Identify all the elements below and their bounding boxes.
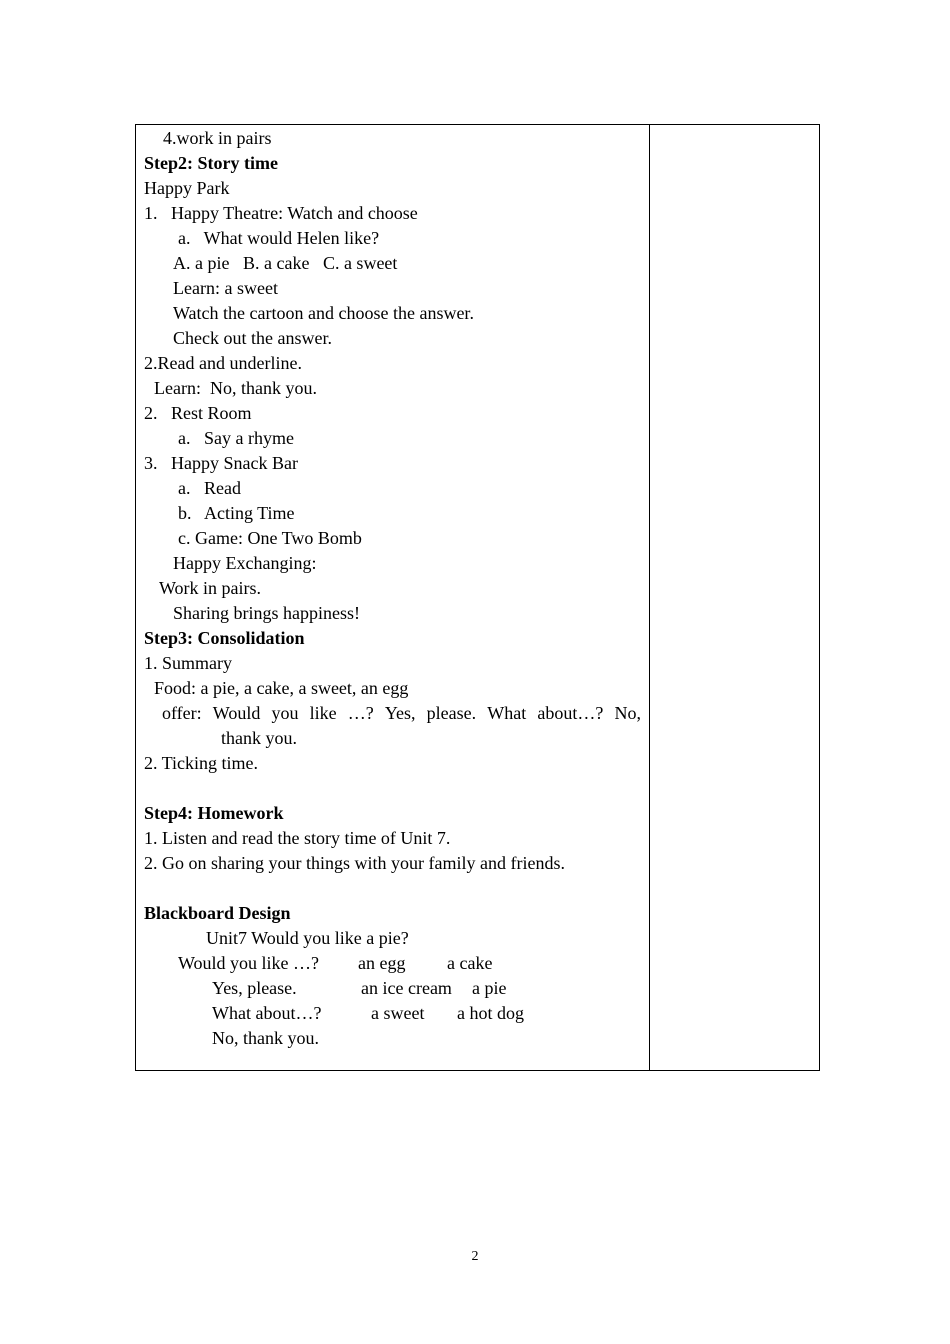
word: you	[271, 703, 299, 723]
blackboard-text: an ice cream	[361, 978, 452, 998]
blackboard-text: a sweet	[371, 1003, 425, 1023]
blackboard-title: Unit7 Would you like a pie?	[206, 928, 409, 948]
list-item: 1. Happy Theatre: Watch and choose	[144, 203, 418, 223]
word: please.	[426, 703, 477, 723]
word: offer:	[162, 703, 202, 723]
blackboard-text: an egg	[358, 953, 406, 973]
text-line: Food: a pie, a cake, a sweet, an egg	[154, 678, 409, 698]
word: …?	[347, 703, 374, 723]
step-heading: Step4: Homework	[144, 803, 284, 823]
word: like	[309, 703, 337, 723]
sub-item: b. Acting Time	[178, 503, 295, 523]
list-item: 3. Happy Snack Bar	[144, 453, 298, 473]
lesson-plan-table	[135, 124, 820, 1071]
step-item: 4.work in pairs	[163, 128, 272, 148]
list-item: 2. Rest Room	[144, 403, 252, 423]
word: Yes,	[384, 703, 416, 723]
blackboard-text: No, thank you.	[212, 1028, 319, 1048]
list-item: 2. Go on sharing your things with your family and friends.	[144, 853, 565, 873]
text-line: Work in pairs.	[159, 578, 262, 598]
justified-line	[162, 702, 641, 724]
word: Would	[212, 703, 261, 723]
word: What	[487, 703, 527, 723]
list-item: 2.Read and underline.	[144, 353, 302, 373]
section-title: Happy Park	[144, 178, 230, 198]
page-number: 2	[471, 1249, 479, 1264]
blackboard-text: Would you like …?	[178, 953, 320, 973]
column-divider	[649, 125, 650, 1070]
step-heading: Step2: Story time	[144, 153, 278, 173]
text-line: Watch the cartoon and choose the answer.	[173, 303, 474, 323]
text-line: Happy Exchanging:	[173, 553, 317, 573]
list-item: 1. Listen and read the story time of Unit 7.	[144, 828, 451, 848]
sub-item: a. Say a rhyme	[178, 428, 294, 448]
word: about…?	[537, 703, 604, 723]
blackboard-text: a pie	[472, 978, 507, 998]
section-heading: Blackboard Design	[144, 903, 291, 923]
sub-item: a. Read	[178, 478, 241, 498]
text-line: Learn: a sweet	[173, 278, 278, 298]
blackboard-text: Yes, please.	[212, 978, 297, 998]
sub-item: a. What would Helen like?	[178, 228, 380, 248]
text-line: Sharing brings happiness!	[173, 603, 360, 623]
list-item: 1. Summary	[144, 653, 232, 673]
blackboard-text: a hot dog	[457, 1003, 524, 1023]
text-line: Check out the answer.	[173, 328, 332, 348]
list-item: 2. Ticking time.	[144, 753, 259, 773]
blackboard-text: a cake	[447, 953, 493, 973]
step-heading: Step3: Consolidation	[144, 628, 305, 648]
text-line: thank you.	[221, 728, 297, 748]
options-line: A. a pie B. a cake C. a sweet	[173, 253, 398, 273]
word: No,	[614, 703, 641, 723]
sub-item: c. Game: One Two Bomb	[178, 528, 362, 548]
text-line: Learn: No, thank you.	[154, 378, 317, 398]
blackboard-text: What about…?	[212, 1003, 322, 1023]
